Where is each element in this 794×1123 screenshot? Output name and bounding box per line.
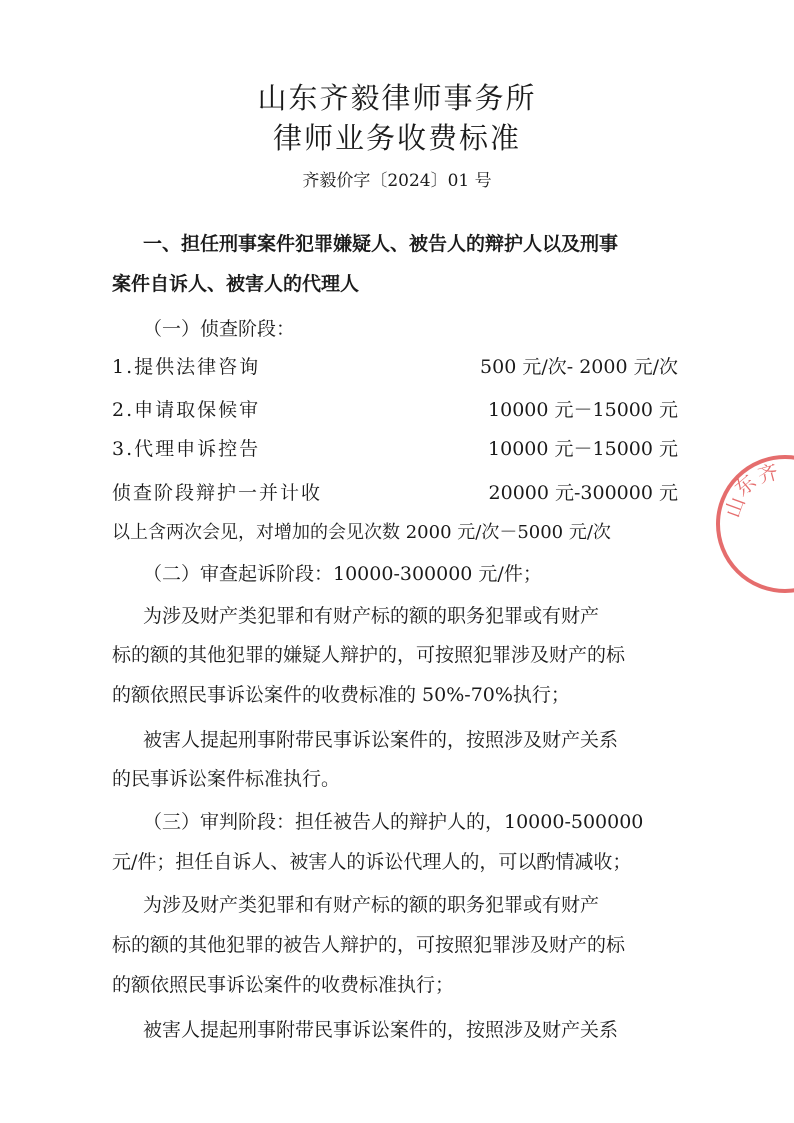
fee-row	[112, 434, 678, 462]
sub2-para2-line: 的民事诉讼案件标准执行。	[112, 768, 341, 790]
sub3-heading-line: 元/件；担任自诉人、被害人的诉讼代理人的，可以酌情减收；	[112, 851, 632, 873]
fee-row	[112, 395, 678, 423]
sub2-para2-line: 被害人提起刑事附带民事诉讼案件的，按照涉及财产关系	[143, 729, 619, 751]
fee-label: 侦查阶段辩护一并计收	[112, 482, 323, 504]
document-number: 齐毅价字〔2024〕01 号	[302, 171, 492, 191]
fee-label: 1.提供法律咨询	[112, 356, 261, 378]
svg-text:东: 东	[729, 469, 761, 501]
section1-heading-line1: 一、担任刑事案件犯罪嫌疑人、被告人的辩护人以及刑事	[143, 233, 619, 255]
seal-text-graphic	[720, 459, 794, 589]
sub1-heading: （一）侦查阶段：	[143, 318, 296, 340]
sub2-para1-line: 的额依照民事诉讼案件的收费标准的 50%-70%执行；	[112, 684, 570, 706]
firm-name-title: 山东齐毅律师事务所	[257, 81, 537, 115]
sub3-heading-line: （三）审判阶段：担任被告人的辩护人的，10000-500000	[143, 811, 644, 833]
sub2-para1-line: 标的额的其他犯罪的嫌疑人辩护的，可按照犯罪涉及财产的标	[112, 644, 626, 666]
fee-label: 2.申请取保候审	[112, 399, 261, 421]
sub2-para1-line: 为涉及财产类犯罪和有财产标的额的职务犯罪或有财产	[143, 605, 600, 627]
official-seal	[716, 455, 794, 593]
sub3-para1-line: 的额依照民事诉讼案件的收费标准执行；	[112, 974, 455, 996]
fee-value: 500 元/次- 2000 元/次	[480, 356, 678, 378]
sub3-para2-line: 被害人提起刑事附带民事诉讼案件的，按照涉及财产关系	[143, 1019, 619, 1041]
fee-value: 10000 元－15000 元	[488, 399, 678, 421]
fee-standard-title: 律师业务收费标准	[272, 121, 521, 155]
fee-value: 10000 元－15000 元	[488, 438, 678, 460]
sub2-heading: （二）审查起诉阶段：10000-300000 元/件；	[143, 563, 542, 585]
fee-row	[112, 478, 678, 506]
fee-row	[112, 352, 678, 380]
svg-text:齐: 齐	[755, 459, 781, 488]
sub3-para1-line: 为涉及财产类犯罪和有财产标的额的职务犯罪或有财产	[143, 894, 600, 916]
sub3-para1-line: 标的额的其他犯罪的被告人辩护的，可按照犯罪涉及财产的标	[112, 934, 626, 956]
fee-label: 3.代理申诉控告	[112, 438, 261, 460]
section1-heading-line2: 案件自诉人、被害人的代理人	[112, 273, 360, 295]
svg-text:山: 山	[720, 493, 750, 521]
meeting-note: 以上含两次会见，对增加的会见次数 2000 元/次－5000 元/次	[112, 522, 611, 543]
fee-value: 20000 元-300000 元	[488, 482, 678, 504]
